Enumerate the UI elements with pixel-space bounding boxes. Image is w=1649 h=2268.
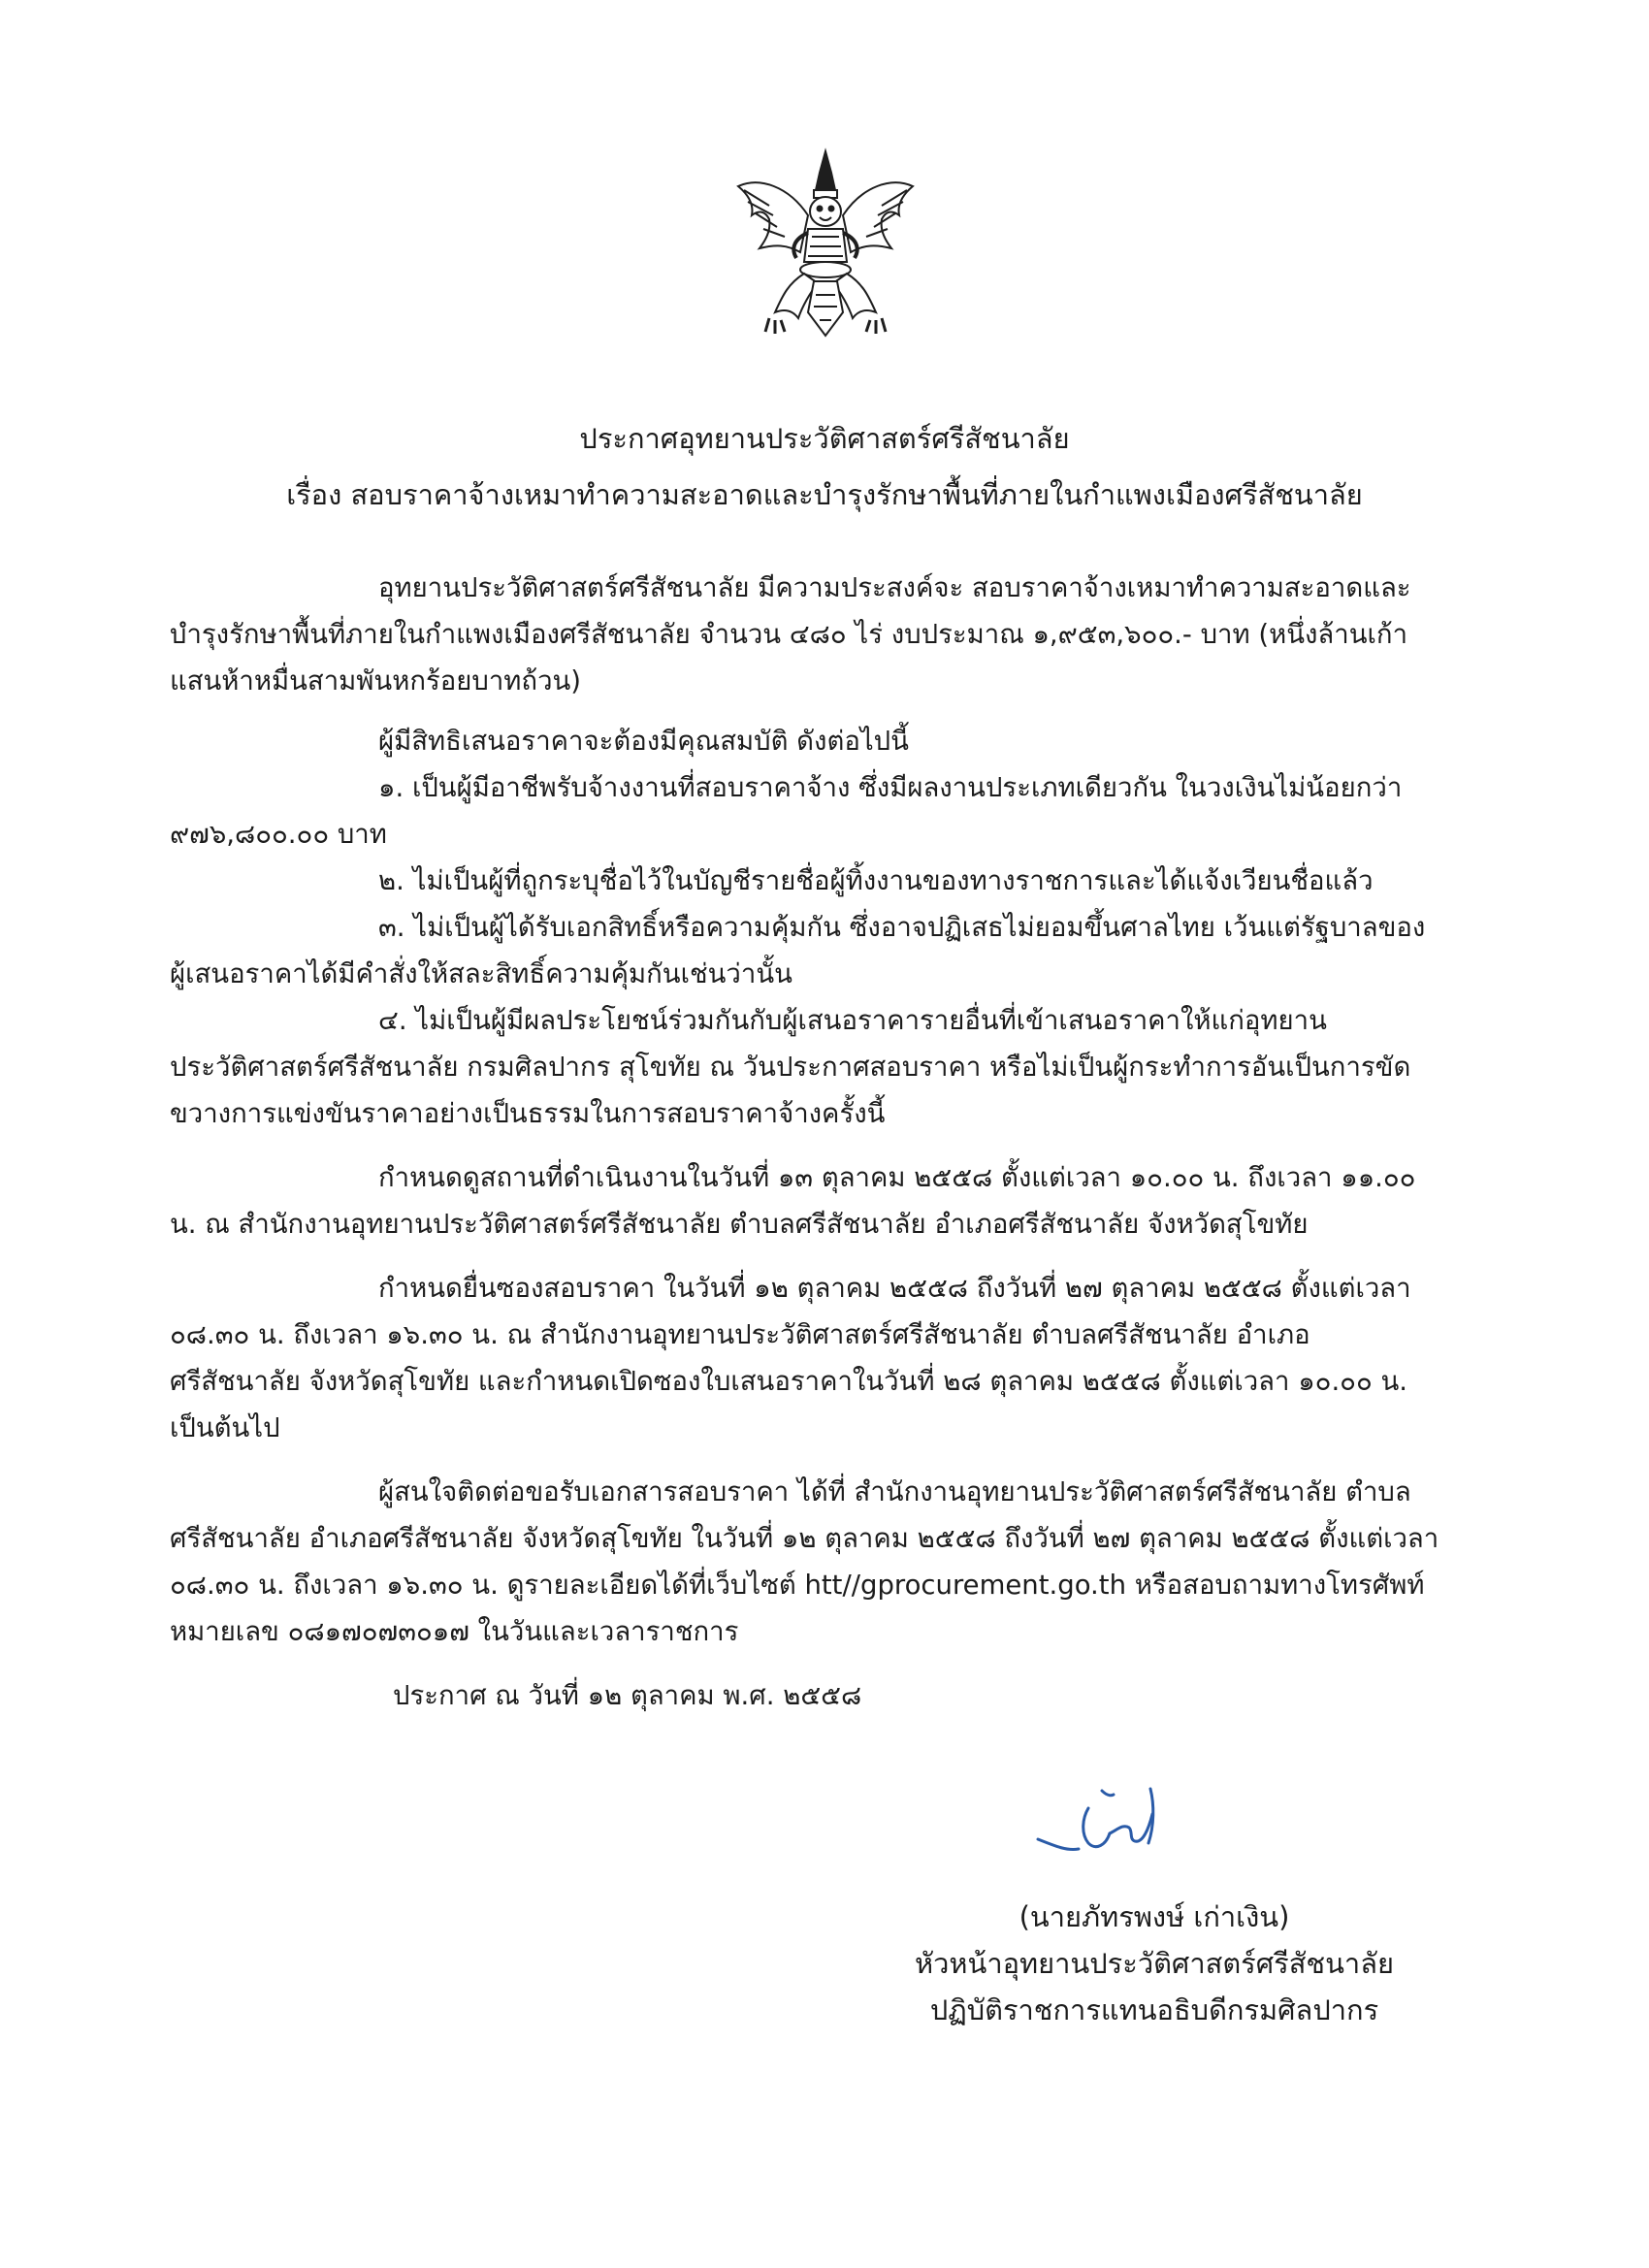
signatory-name: (นายภัทรพงษ์ เก่าเงิน) [1018,1900,1290,1933]
qualification-item: ๒. ไม่เป็นผู้ที่ถูกระบุชื่อไว้ในบัญชีรายชื่อผู้ทิ้งงานของทางราชการและได้แจ้งเวียนชื่อแล้ว [378,865,1374,896]
signatory-acting-role: ปฏิบัติราชการแทนอธิบดีกรมศิลปากร [929,1993,1379,2026]
announcement-body [170,565,1440,1719]
announcement-subject: เรื่อง สอบราคาจ้างเหมาทำความสะอาดและบำรุงรักษาพื้นที่ภายในกำแพงเมืองศรีสัชนาลัย [286,478,1363,511]
qualification-item: ๑. เป็นผู้มีอาชีพรับจ้างงานที่สอบราคาจ้าง ซึ่งมีผลงานประเภทเดียวกัน ในวงเงินไม่น้อยกว่า ๙๗๖,๘๐๐.๐๐ บาท [170,772,1403,850]
intro-paragraph: อุทยานประวัติศาสตร์ศรีสัชนาลัย มีความประสงค์จะ สอบราคาจ้างเหมาทำความสะอาดและบำรุงรักษาพื้นที่ภายในกำแพงเมืองศรีสัชนาลัย จำนวน ๔๘๐ ไร่ งบประมาณ ๑,๙๕๓,๖๐๐.- บาท (หนึ่งล้านเก้าแสนห้าหมื่นสามพันหกร้อยบาทถ้วน) [170,572,1411,697]
garuda-emblem-icon [730,147,921,341]
qualifications-heading: ผู้มีสิทธิเสนอราคาจะต้องมีคุณสมบัติ ดังต่อไปนี้ [378,726,909,757]
signatory-position: หัวหน้าอุทยานประวัติศาสตร์ศรีสัชนาลัย [915,1947,1394,1980]
announcement-title: ประกาศอุทยานประวัติศาสตร์ศรีสัชนาลัย [579,422,1070,455]
submission-paragraph: กำหนดยื่นซองสอบราคา ในวันที่ ๑๒ ตุลาคม ๒๕๕๘ ถึงวันที่ ๒๗ ตุลาคม ๒๕๕๘ ตั้งแต่เวลา ๐๘.๓๐ น. ถึงเวลา ๑๖.๓๐ น. ณ สำนักงานอุทยานประวัติศาสตร์ศรีสัชนาลัย ตำบลศรีสัชนาลัย อำเภอศรีสัชนาลัย จังหวัดสุโขทัย และกำหนดเปิดซองใบเสนอราคาในวันที่ ๒๘ ตุลาคม ๒๕๕๘ ตั้งแต่เวลา ๑๐.๐๐ น. เป็นต้นไป [170,1273,1411,1443]
qualification-item: ๓. ไม่เป็นผู้ได้รับเอกสิทธิ์หรือความคุ้มกัน ซึ่งอาจปฏิเสธไม่ยอมขึ้นศาลไทย เว้นแต่รัฐบาลของผู้เสนอราคาได้มีคำสั่งให้สละสิทธิ์ความคุ้มกันเช่นว่านั้น [170,912,1426,989]
contact-paragraph: ผู้สนใจติดต่อขอรับเอกสารสอบราคา ได้ที่ สำนักงานอุทยานประวัติศาสตร์ศรีสัชนาลัย ตำบลศรีสัชนาลัย อำเภอศรีสัชนาลัย จังหวัดสุโขทัย ในวันที่ ๑๒ ตุลาคม ๒๕๕๘ ถึงวันที่ ๒๗ ตุลาคม ๒๕๕๘ ตั้งแต่เวลา ๐๘.๓๐ น. ถึงเวลา ๑๖.๓๐ น. ดูรายละเอียดได้ที่เว็บไซต์ htt//gprocurement.go.th หรือสอบถามทางโทรศัพท์หมายเลข ๐๘๑๗๐๗๓๐๑๗ ในวันและเวลาราชการ [170,1476,1439,1647]
handwritten-signature-icon [1028,1775,1193,1882]
announcement-date: ประกาศ ณ วันที่ ๑๒ ตุลาคม พ.ศ. ๒๕๕๘ [393,1680,862,1711]
site-visit-paragraph: กำหนดดูสถานที่ดำเนินงานในวันที่ ๑๓ ตุลาคม ๒๕๕๘ ตั้งแต่เวลา ๑๐.๐๐ น. ถึงเวลา ๑๑.๐๐ น. ณ สำนักงานอุทยานประวัติศาสตร์ศรีสัชนาลัย ตำบลศรีสัชนาลัย อำเภอศรีสัชนาลัย จังหวัดสุโขทัย [170,1162,1416,1240]
qualification-item: ๔. ไม่เป็นผู้มีผลประโยชน์ร่วมกันกับผู้เสนอราคารายอื่นที่เข้าเสนอราคาให้แก่อุทยานประวัติศาสตร์ศรีสัชนาลัย กรมศิลปากร สุโขทัย ณ วันประกาศสอบราคา หรือไม่เป็นผู้กระทำการอันเป็นการขัดขวางการแข่งขันราคาอย่างเป็นธรรมในการสอบราคาจ้างครั้งนี้ [170,1005,1411,1129]
